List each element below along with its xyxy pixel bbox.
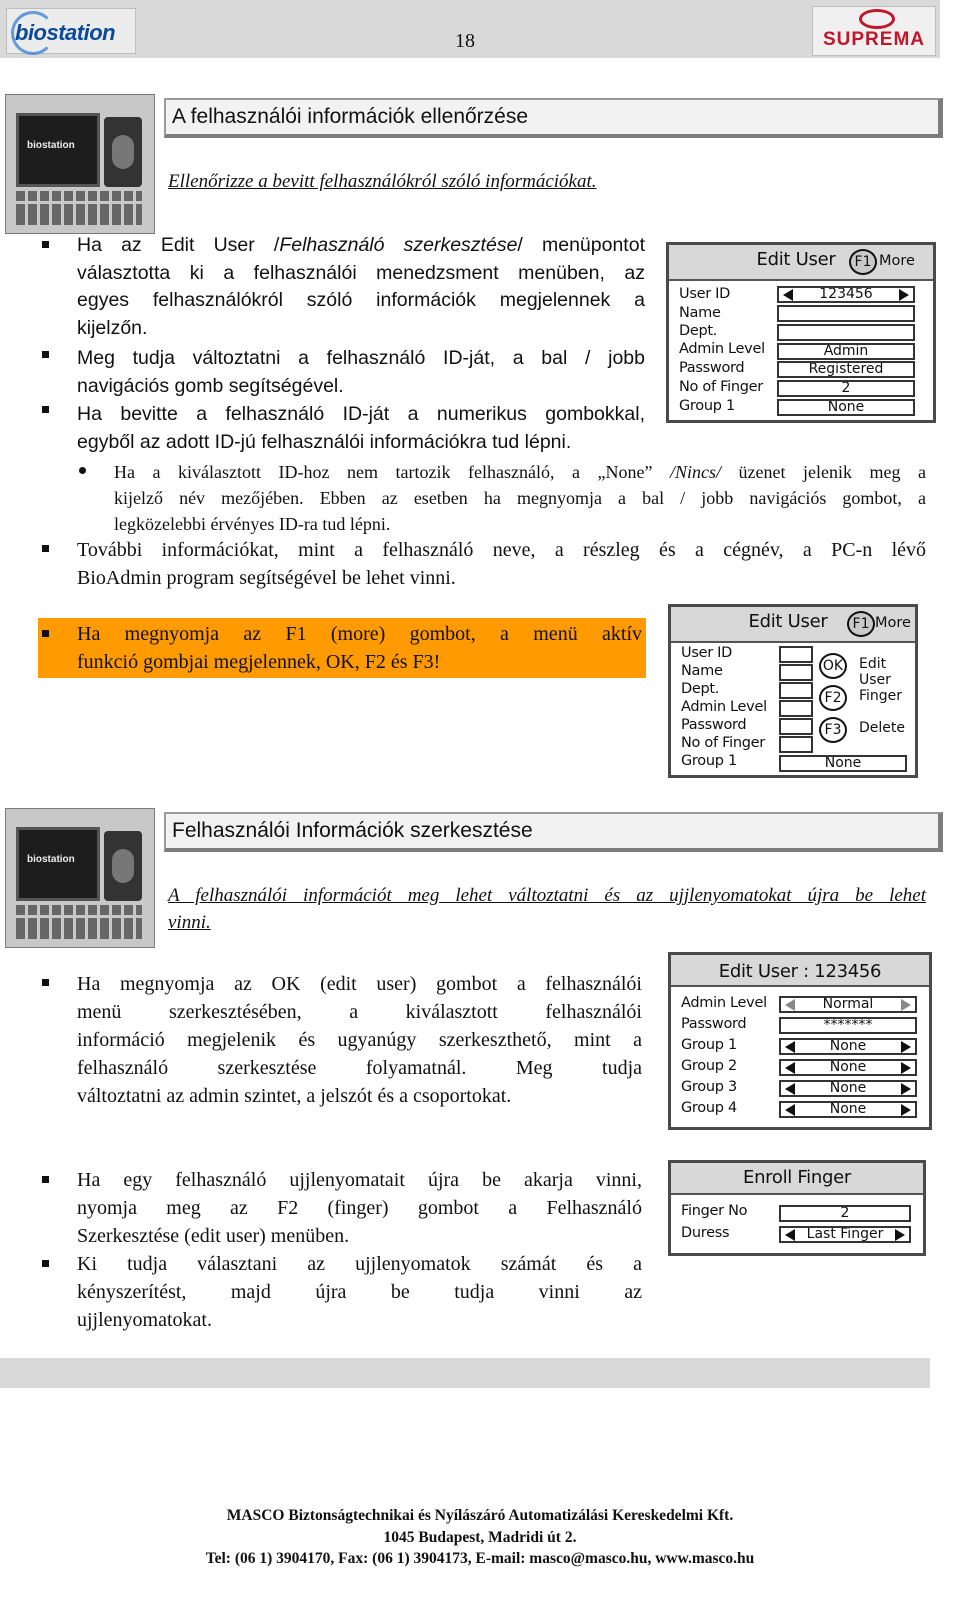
user-id-field: 123456 — [777, 286, 915, 303]
f3-key-icon: F3 — [819, 717, 847, 743]
bullet-bioadmin: További információkat, mint a felhasználó neve, a részleg és a cégnév, a PC-n lévő BioAdmin program segítségével be lehet vinni. — [77, 539, 926, 589]
finger-count-field: 2 — [777, 380, 915, 397]
bullet-marker — [42, 406, 49, 413]
bullet-marker — [42, 545, 49, 552]
bullet-marker — [42, 1176, 49, 1183]
footer-address: 1045 Budapest, Madridi út 2. — [383, 1529, 577, 1546]
lcd-edit-user-detail: Edit User : 123456 Admin Level Password Group 1 Group 2 Group 3 Group 4 Normal ******* None None None None — [668, 952, 932, 1130]
section2-intro: A felhasználói információt meg lehet változtatni és az ujjlenyomatokat újra be lehet vinni. — [168, 885, 926, 933]
bullet-edit-user: Ha az Edit User /Felhasználó szerkesztése/ menüpontot választotta ki a felhasználói menedzsment menüben, az egyes felhasználókról szóló információk megjelennek a kijelzőn. — [77, 234, 645, 339]
section-title-check: A felhasználói információk ellenőrzése — [164, 98, 943, 138]
lcd-enroll-finger: Enroll Finger Finger No Duress 2 Last Finger — [668, 1160, 926, 1256]
left-arrow-icon — [785, 999, 795, 1011]
bullet-marker — [42, 1260, 49, 1267]
highlight-f1-text: Ha megnyomja az F1 (more) gombot, a menü aktív funkció gombjai megjelennek, OK, F2 és F3! — [77, 623, 642, 673]
bullet-reenroll: Ha egy felhasználó ujjlenyomatait újra be akarja vinni, nyomja meg az F2 (finger) gombot a Felhasználó Szerkesztése (edit user) menüben. — [77, 1169, 642, 1247]
left-arrow-icon — [785, 1229, 795, 1241]
bullet-duress: Ki tudja választani az ujjlenyomatok számát és a kényszerítést, majd újra be tudja vinni az ujjlenyomatokat. — [77, 1253, 642, 1331]
ok-key-icon: OK — [819, 653, 847, 679]
dept-field — [777, 324, 915, 341]
biostation-logo: biostation — [6, 8, 136, 54]
suprema-logo: SUPREMA — [812, 6, 936, 56]
device-icon: biostation — [5, 94, 155, 234]
f1-key-icon: F1 — [847, 611, 875, 637]
lcd-edit-user: Edit User F1 More User ID Name Dept. Admin Level Password No of Finger Group 1 123456 Admin Registered 2 None — [666, 242, 936, 423]
bullet-marker — [42, 630, 49, 637]
right-arrow-icon — [901, 999, 911, 1011]
bullet-numeric-id: Ha bevitte a felhasználó ID-ját a numerikus gombokkal, egyből az adott ID-jú felhasználói információkra tud lépni. — [77, 403, 645, 453]
sub-bullet-none: Ha a kiválasztott ID-hoz nem tartozik felhasználó, a „None” /Nincs/ üzenet jelenik meg a kijelző név mezőjében. Ebben az esetben ha megnyomja a bal / jobb navigációs gombot, a legközelebbi érvényes ID-ra tud lépni. — [114, 462, 927, 534]
section-intro: Ellenőrizze a bevitt felhasználókról szóló információkat. — [168, 171, 597, 192]
finger-no-field: 2 — [779, 1205, 911, 1222]
bullet-marker — [42, 351, 49, 358]
bullet-marker — [42, 979, 49, 986]
group3-select: None — [779, 1080, 917, 1097]
password-field: ******* — [779, 1017, 917, 1034]
admin-level-field: Admin — [777, 343, 915, 360]
name-field — [777, 305, 915, 322]
bullet-ok-edit: Ha megnyomja az OK (edit user) gombot a felhasználói menü szerkesztésében, a kiválasztott felhasználói információ megjelenik és ugyanúgy szerkeszthető, mint a felhasználó szerkesztése folyamatnál. Meg tudja változtatni az admin szintet, a jelszót és a csoportokat. — [77, 973, 642, 1107]
duress-select: Last Finger — [779, 1226, 911, 1243]
sub-bullet-marker — [79, 467, 86, 474]
group2-select: None — [779, 1059, 917, 1076]
page-number: 18 — [455, 30, 475, 52]
section-title-edit: Felhasználói Információk szerkesztése — [164, 812, 943, 852]
lcd-edit-user-more: Edit User F1 More User ID Name Dept. Admin Level Password No of Finger Group 1 None OK Edit User F2 Finger F3 Delete — [668, 604, 918, 778]
bullet-marker — [42, 241, 49, 248]
right-arrow-icon — [899, 289, 909, 301]
right-arrow-icon — [895, 1229, 905, 1241]
footer-company: MASCO Biztonságtechnikai és Nyílászáró Automatizálási Kereskedelmi Kft. — [226, 1507, 734, 1524]
group4-select: None — [779, 1101, 917, 1118]
f1-key-icon: F1 — [849, 249, 877, 275]
device-icon: biostation — [5, 808, 155, 948]
group1-select: None — [779, 1038, 917, 1055]
footer-bar — [0, 1358, 930, 1388]
admin-level-select: Normal — [779, 996, 917, 1013]
group1-field: None — [777, 399, 915, 416]
password-field: Registered — [777, 361, 915, 378]
left-arrow-icon — [783, 289, 793, 301]
f2-key-icon: F2 — [819, 685, 847, 711]
footer-contact: Tel: (06 1) 3904170, Fax: (06 1) 3904173, E-mail: masco@masco.hu, www.masco.hu — [205, 1550, 755, 1567]
bullet-change-id: Meg tudja változtatni a felhasználó ID-ját, a bal / jobb navigációs gomb segítségével. — [77, 347, 645, 397]
